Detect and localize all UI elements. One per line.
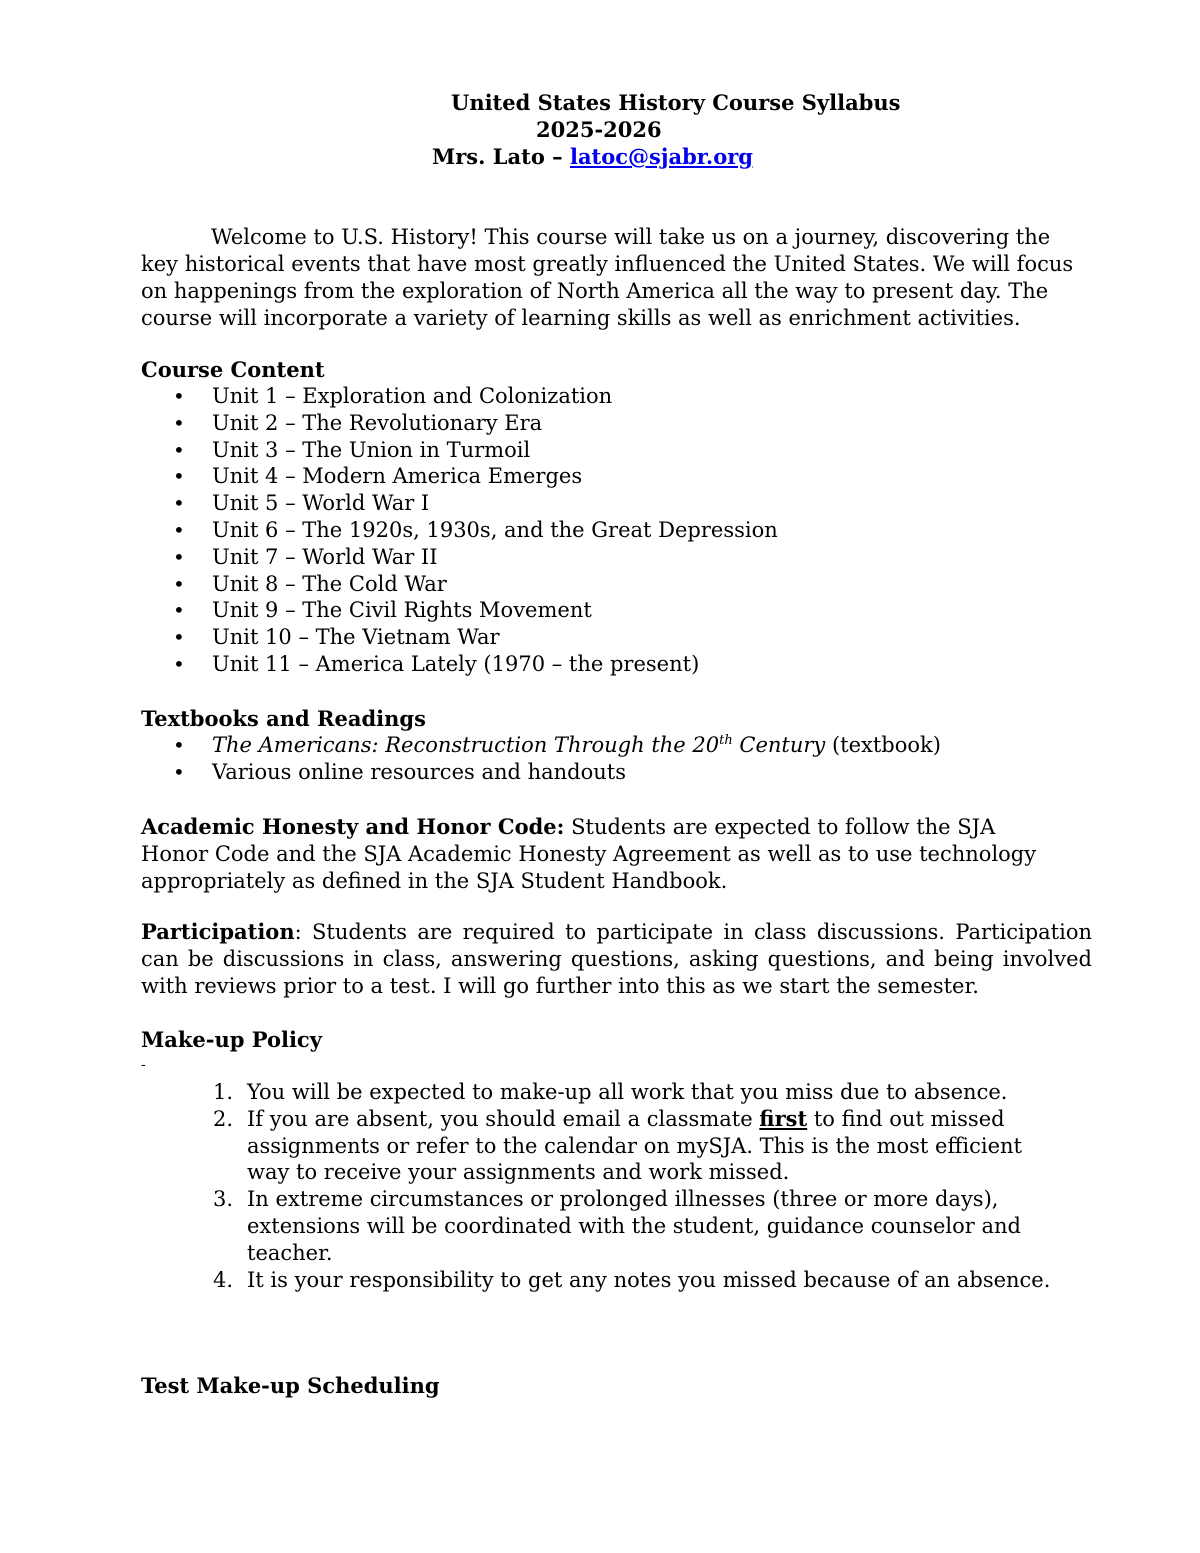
list-item: • Unit 9 – The Civil Rights Movement xyxy=(141,597,778,624)
intro-line: on happenings from the exploration of North America all the way to present day. The xyxy=(141,279,1049,303)
textbook-title-sup: th xyxy=(719,733,733,748)
teacher-email-link[interactable]: latoc@sjabr.org xyxy=(569,144,753,169)
list-item xyxy=(141,1267,1061,1294)
list-number: 3. xyxy=(213,1187,234,1212)
list-item xyxy=(141,732,941,759)
course-content-heading: Course Content xyxy=(141,357,325,382)
makeup-dash: - xyxy=(141,1057,146,1073)
unit-list xyxy=(141,383,778,678)
textbook-title-part: The Americans: Reconstruction Through the 20 xyxy=(212,733,720,757)
test-makeup-heading: Test Make-up Scheduling xyxy=(141,1373,440,1398)
list-number: 4. xyxy=(213,1267,234,1292)
list-text: In extreme circumstances or prolonged illnesses (three or more days), extensions will be coordinated with the student, guidance counselor and teacher. xyxy=(247,1187,1021,1265)
participation-text: : Students are required to participate in class discussions. Participation can be discussions in class, answering questions, asking questions, and being involved with reviews prior to a test. I will go further into this as we start the semester. xyxy=(141,920,1092,998)
intro-paragraph xyxy=(141,224,1093,332)
intro-line: course will incorporate a variety of learning skills as well as enrichment activities. xyxy=(141,306,1021,330)
honesty-text: Students are expected to follow the SJA xyxy=(564,815,996,839)
textbook-note: (textbook) xyxy=(825,733,941,757)
list-text: You will be expected to make-up all work that you miss due to absence. xyxy=(247,1080,1008,1104)
list-item: • Unit 8 – The Cold War xyxy=(141,571,778,598)
teacher-name: Mrs. Lato – xyxy=(432,144,570,169)
list-item: • Unit 11 – America Lately (1970 – the present) xyxy=(141,651,778,678)
list-item: • Unit 3 – The Union in Turmoil xyxy=(141,437,778,464)
page-title: United States History Course Syllabus xyxy=(451,90,901,115)
list-item: • Various online resources and handouts xyxy=(141,759,941,786)
list-item: • Unit 5 – World War I xyxy=(141,490,778,517)
list-item: • Unit 2 – The Revolutionary Era xyxy=(141,410,778,437)
intro-line: Welcome to U.S. History! This course will take us on a journey, discovering the xyxy=(211,225,1051,249)
participation-heading: Participation xyxy=(141,919,295,944)
participation-paragraph xyxy=(141,918,1092,1000)
textbook-title xyxy=(212,733,825,757)
school-year: 2025-2026 xyxy=(536,117,662,142)
list-item xyxy=(141,1106,1061,1186)
list-item: • Unit 1 – Exploration and Colonization xyxy=(141,383,778,410)
textbook-list xyxy=(141,732,941,786)
makeup-policy-heading: Make-up Policy xyxy=(141,1027,322,1052)
textbook-title-part: Century xyxy=(732,733,826,757)
honesty-line: appropriately as defined in the SJA Student Handbook. xyxy=(141,869,728,893)
list-item: • Unit 6 – The 1920s, 1930s, and the Great Depression xyxy=(141,517,778,544)
honesty-paragraph xyxy=(141,813,1093,895)
list-item: • Unit 10 – The Vietnam War xyxy=(141,624,778,651)
list-text: It is your responsibility to get any notes you missed because of an absence. xyxy=(247,1267,1051,1292)
teacher-line xyxy=(432,143,753,170)
honesty-line: Honor Code and the SJA Academic Honesty Agreement as well as to use technology xyxy=(141,842,1037,866)
honesty-heading: Academic Honesty and Honor Code: xyxy=(141,814,565,839)
emphasis-first: first xyxy=(759,1105,808,1131)
list-item: • Unit 4 – Modern America Emerges xyxy=(141,463,778,490)
list-item: • Unit 7 – World War II xyxy=(141,544,778,571)
honesty-line xyxy=(141,813,1093,841)
list-text: If you are absent, you should email a classmate xyxy=(247,1106,760,1131)
textbooks-heading: Textbooks and Readings xyxy=(141,706,426,731)
list-item xyxy=(141,1186,1061,1266)
list-item xyxy=(141,1079,1061,1106)
intro-line: key historical events that have most greatly influenced the United States. We will focus xyxy=(141,252,1074,276)
list-number: 1. xyxy=(213,1080,234,1104)
list-text: to find out missed assignments or refer to the calendar on mySJA. This is the most efficient way to receive your assignments and work missed. xyxy=(247,1106,1022,1185)
makeup-list xyxy=(141,1079,1061,1293)
list-number: 2. xyxy=(213,1106,234,1131)
